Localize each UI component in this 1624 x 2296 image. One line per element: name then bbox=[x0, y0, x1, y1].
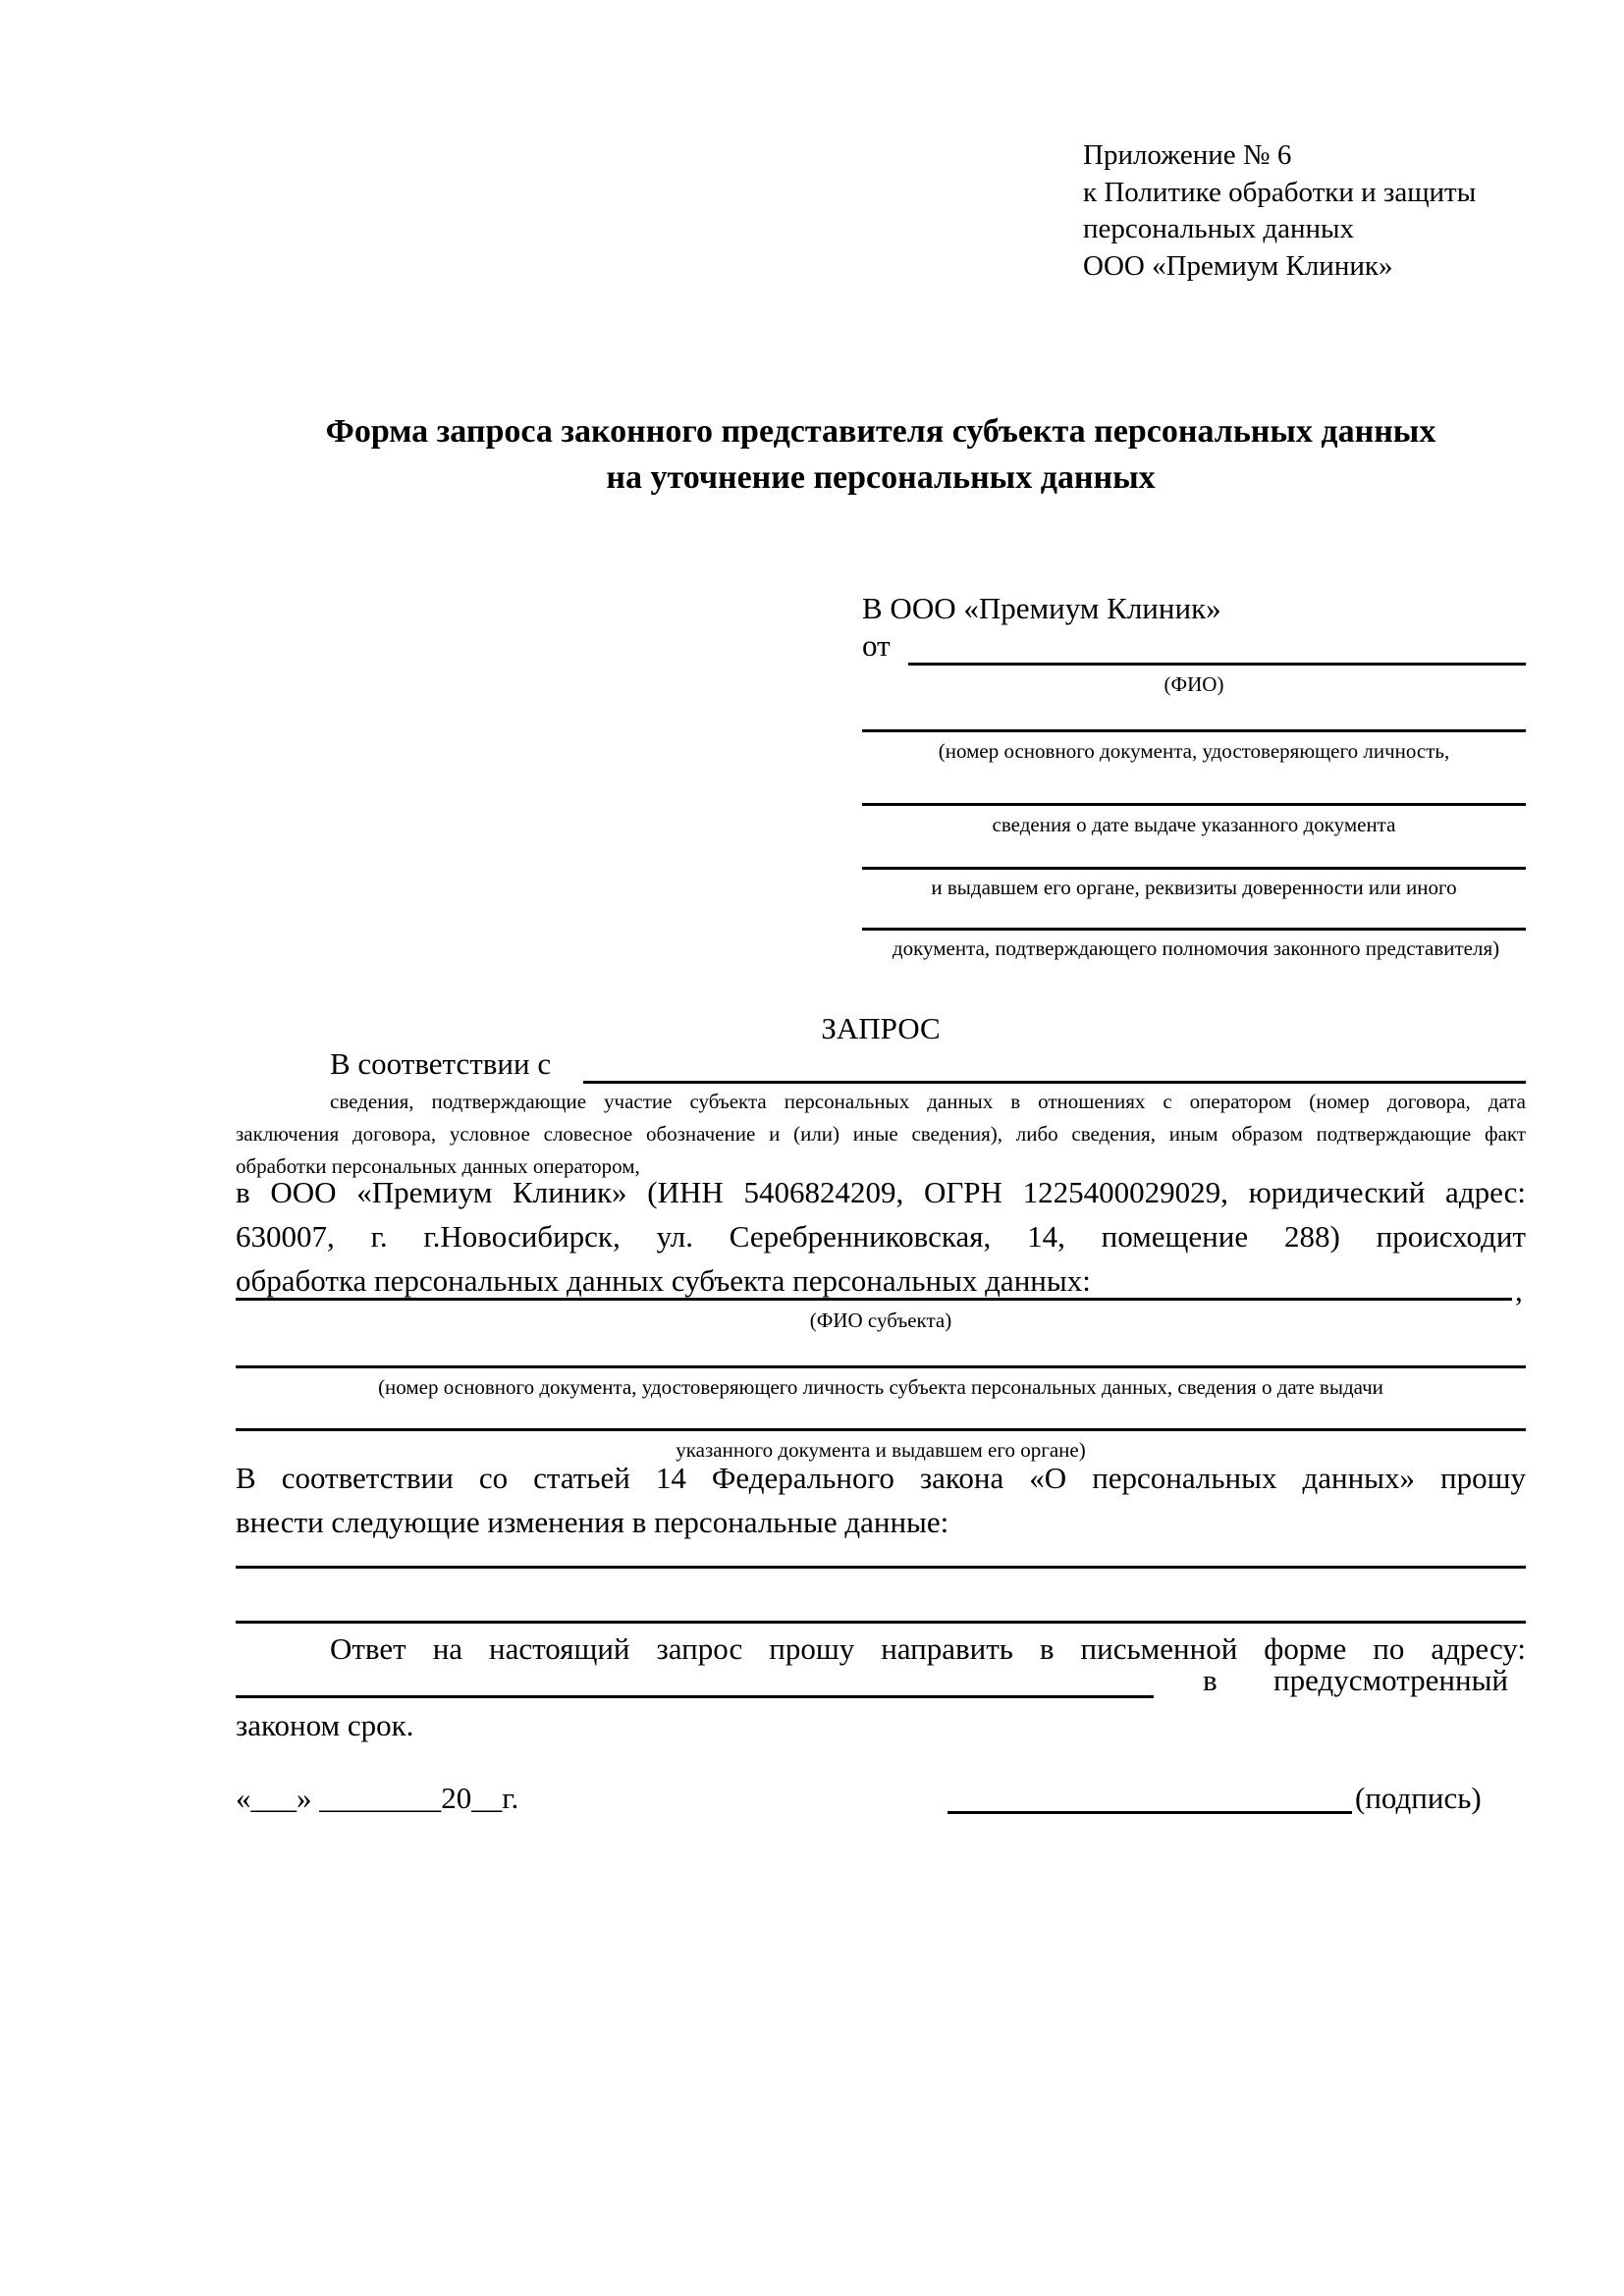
addressee-to: В ООО «Премиум Клиник» bbox=[862, 591, 1221, 625]
fio-caption: (ФИО) bbox=[1164, 672, 1224, 696]
address-fill-line[interactable] bbox=[236, 1695, 1154, 1698]
request-heading: ЗАПРОС bbox=[821, 1011, 941, 1045]
intro-caption-line: обработки персональных данных оператором, bbox=[236, 1154, 640, 1178]
credential-caption-1: (номер основного документа, удостоверяющего личность, bbox=[938, 739, 1450, 763]
answer-tail-word-1: в bbox=[1203, 1663, 1218, 1697]
document-title bbox=[236, 408, 1526, 501]
intro-lead: В соответствии с bbox=[330, 1046, 552, 1081]
operator-paragraph-line: в ООО «Премиум Клиник» (ИНН 5406824209, ОГРН 1225400029029, юридический адрес: bbox=[236, 1175, 1526, 1209]
credential-fill-line-1[interactable] bbox=[862, 729, 1526, 732]
answer-end: законом срок. bbox=[236, 1708, 414, 1742]
subject-doc-fill-line-2[interactable] bbox=[236, 1428, 1526, 1431]
subject-fio-fill-line[interactable] bbox=[236, 1298, 1512, 1301]
subject-doc-fill-line-1[interactable] bbox=[236, 1365, 1526, 1368]
answer-tail-word-2: предусмотренный bbox=[1273, 1663, 1508, 1697]
intro-caption bbox=[236, 1086, 1526, 1183]
addressee-from-label: от bbox=[862, 628, 891, 663]
appendix-line: к Политике обработки и защиты bbox=[1083, 176, 1477, 208]
law-paragraph-line: В соответствии со статьей 14 Федерального закона «О персональных данных» прошу bbox=[236, 1461, 1526, 1495]
credential-fill-line-2[interactable] bbox=[862, 803, 1526, 806]
law-paragraph-line: внести следующие изменения в персональные данные: bbox=[236, 1505, 949, 1539]
credential-caption-4: документа, подтверждающего полномочия законного представителя) bbox=[892, 936, 1500, 960]
credential-caption-2: сведения о дате выдаче указанного документа bbox=[992, 813, 1396, 836]
date-fill-line[interactable]: «___» ________20__г. bbox=[236, 1781, 519, 1815]
subject-fio-caption: (ФИО субъекта) bbox=[809, 1308, 952, 1332]
intro-fill-line[interactable] bbox=[583, 1081, 1526, 1084]
operator-paragraph bbox=[236, 1170, 1526, 1303]
signature-fill-line[interactable] bbox=[947, 1811, 1352, 1814]
law-paragraph bbox=[236, 1456, 1526, 1544]
appendix-line: персональных данных bbox=[1083, 213, 1355, 244]
subject-line-comma: , bbox=[1515, 1273, 1523, 1308]
appendix-line: Приложение № 6 bbox=[1083, 139, 1292, 171]
answer-lead: Ответ на настоящий запрос прошу направить в письменной форме по адресу: bbox=[330, 1631, 1526, 1666]
credential-fill-line-4[interactable] bbox=[862, 928, 1526, 931]
credential-fill-line-3[interactable] bbox=[862, 867, 1526, 870]
appendix-note bbox=[1083, 137, 1476, 285]
changes-fill-line-2[interactable] bbox=[236, 1621, 1526, 1624]
credential-caption-3: и выдавшем его органе, реквизиты доверенности или иного bbox=[931, 876, 1457, 899]
document-title-line: Форма запроса законного представителя субъекта персональных данных bbox=[325, 413, 1436, 450]
appendix-line: ООО «Премиум Клиник» bbox=[1083, 249, 1393, 282]
operator-paragraph-line: обработка персональных данных субъекта персональных данных: bbox=[236, 1263, 1091, 1298]
changes-fill-line-1[interactable] bbox=[236, 1566, 1526, 1569]
signature-caption: (подпись) bbox=[1355, 1781, 1482, 1815]
subject-doc-caption-1: (номер основного документа, удостоверяющего личность субъекта персональных данных, сведения о дате выдачи bbox=[378, 1375, 1383, 1399]
subject-doc-caption-2: указанного документа и выдавшем его органе) bbox=[676, 1438, 1086, 1462]
intro-caption-line: заключения договора, условное словесное обозначение и (или) иные сведения), либо сведения, иным образом подтверждающие факт bbox=[236, 1122, 1526, 1146]
intro-caption-line: сведения, подтверждающие участие субъекта персональных данных в отношениях с оператором (номер договора, дата bbox=[330, 1090, 1526, 1113]
operator-paragraph-line: 630007, г. г.Новосибирск, ул. Серебренниковская, 14, помещение 288) происходит bbox=[236, 1219, 1526, 1254]
fio-fill-line[interactable] bbox=[908, 663, 1526, 666]
document-title-line: на уточнение персональных данных bbox=[606, 459, 1156, 496]
